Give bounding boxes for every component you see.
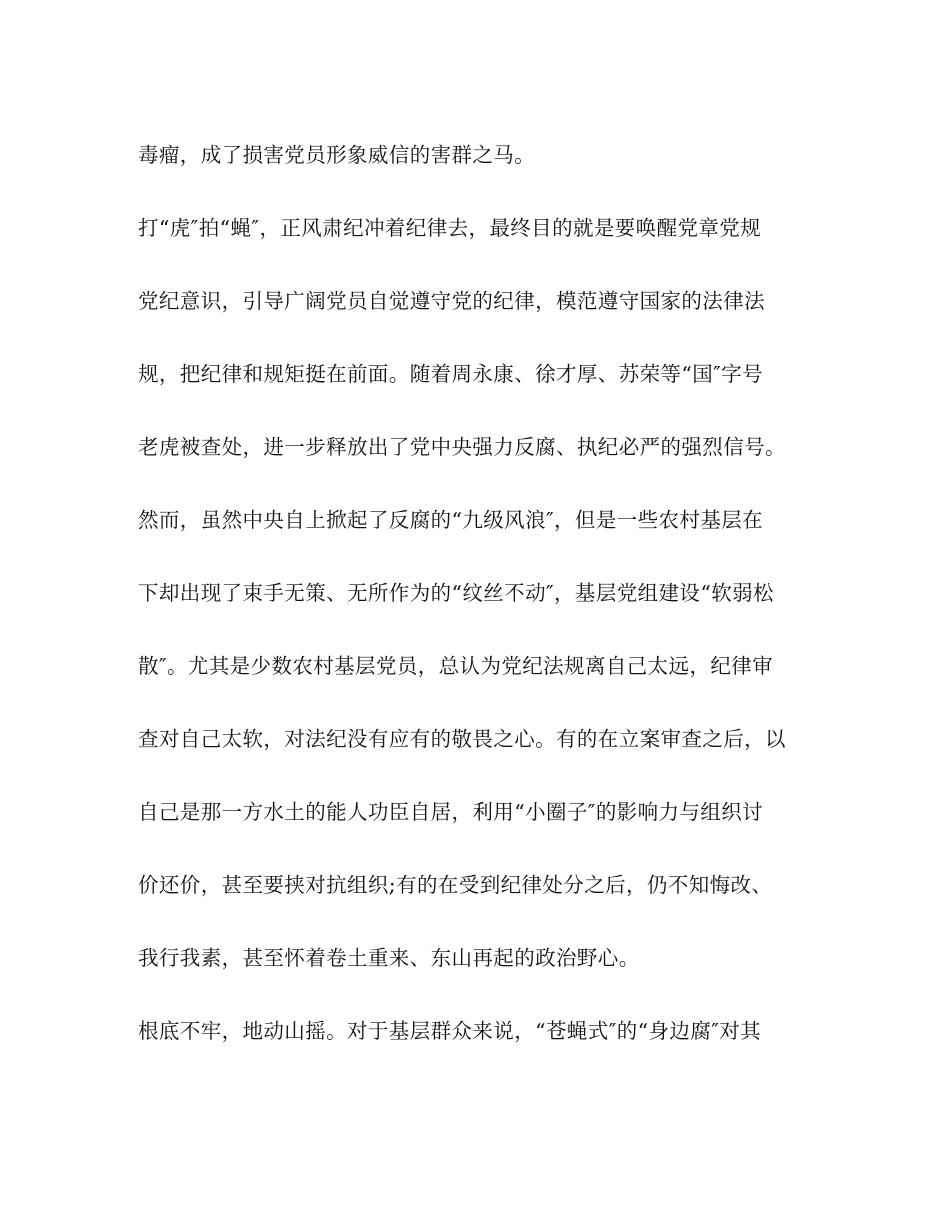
text-line: 自己是那一方水土的能人功臣自居，利用“小圈子″的影响力与组织讨 — [138, 800, 764, 824]
text-line: 党纪意识，引导广阔党员自觉遵守党的纪律，模范遵守国家的法律法 — [138, 289, 765, 313]
text-line: 然而，虽然中央自上掀起了反腐的“九级风浪″，但是一些农村基层在 — [138, 508, 764, 532]
text-line: 价还价，甚至要挟对抗组织;有的在受到纪律处分之后，仍不知悔改、 — [138, 873, 773, 897]
text-line: 打“虎″拍“蝇″，正风肃纪冲着纪律去，最终目的就是要唤醒党章党规 — [138, 216, 762, 240]
text-line: 规，把纪律和规矩挺在前面。随着周永康、徐才厚、苏荣等“国″字号 — [138, 362, 764, 386]
text-line: 我行我素，甚至怀着卷土重来、东山再起的政治野心。 — [138, 946, 640, 970]
text-line: 根底不牢，地动山摇。对于基层群众来说，“苍蝇式″的“身边腐″对其 — [138, 1019, 762, 1043]
text-line: 下却出现了束手无策、无所作为的“纹丝不动″，基层党组建设“软弱松 — [138, 581, 774, 605]
text-line: 毒瘤，成了损害党员形象威信的害群之马。 — [138, 143, 536, 167]
text-line: 散″。尤其是少数农村基层党员，总认为党纪法规离自己太远，纪律审 — [138, 654, 774, 678]
text-line: 老虎被查处，进一步释放出了党中央强力反腐、执纪必严的强烈信号。 — [138, 435, 786, 459]
text-line: 查对自己太软，对法纪没有应有的敬畏之心。有的在立案审查之后，以 — [138, 727, 786, 751]
